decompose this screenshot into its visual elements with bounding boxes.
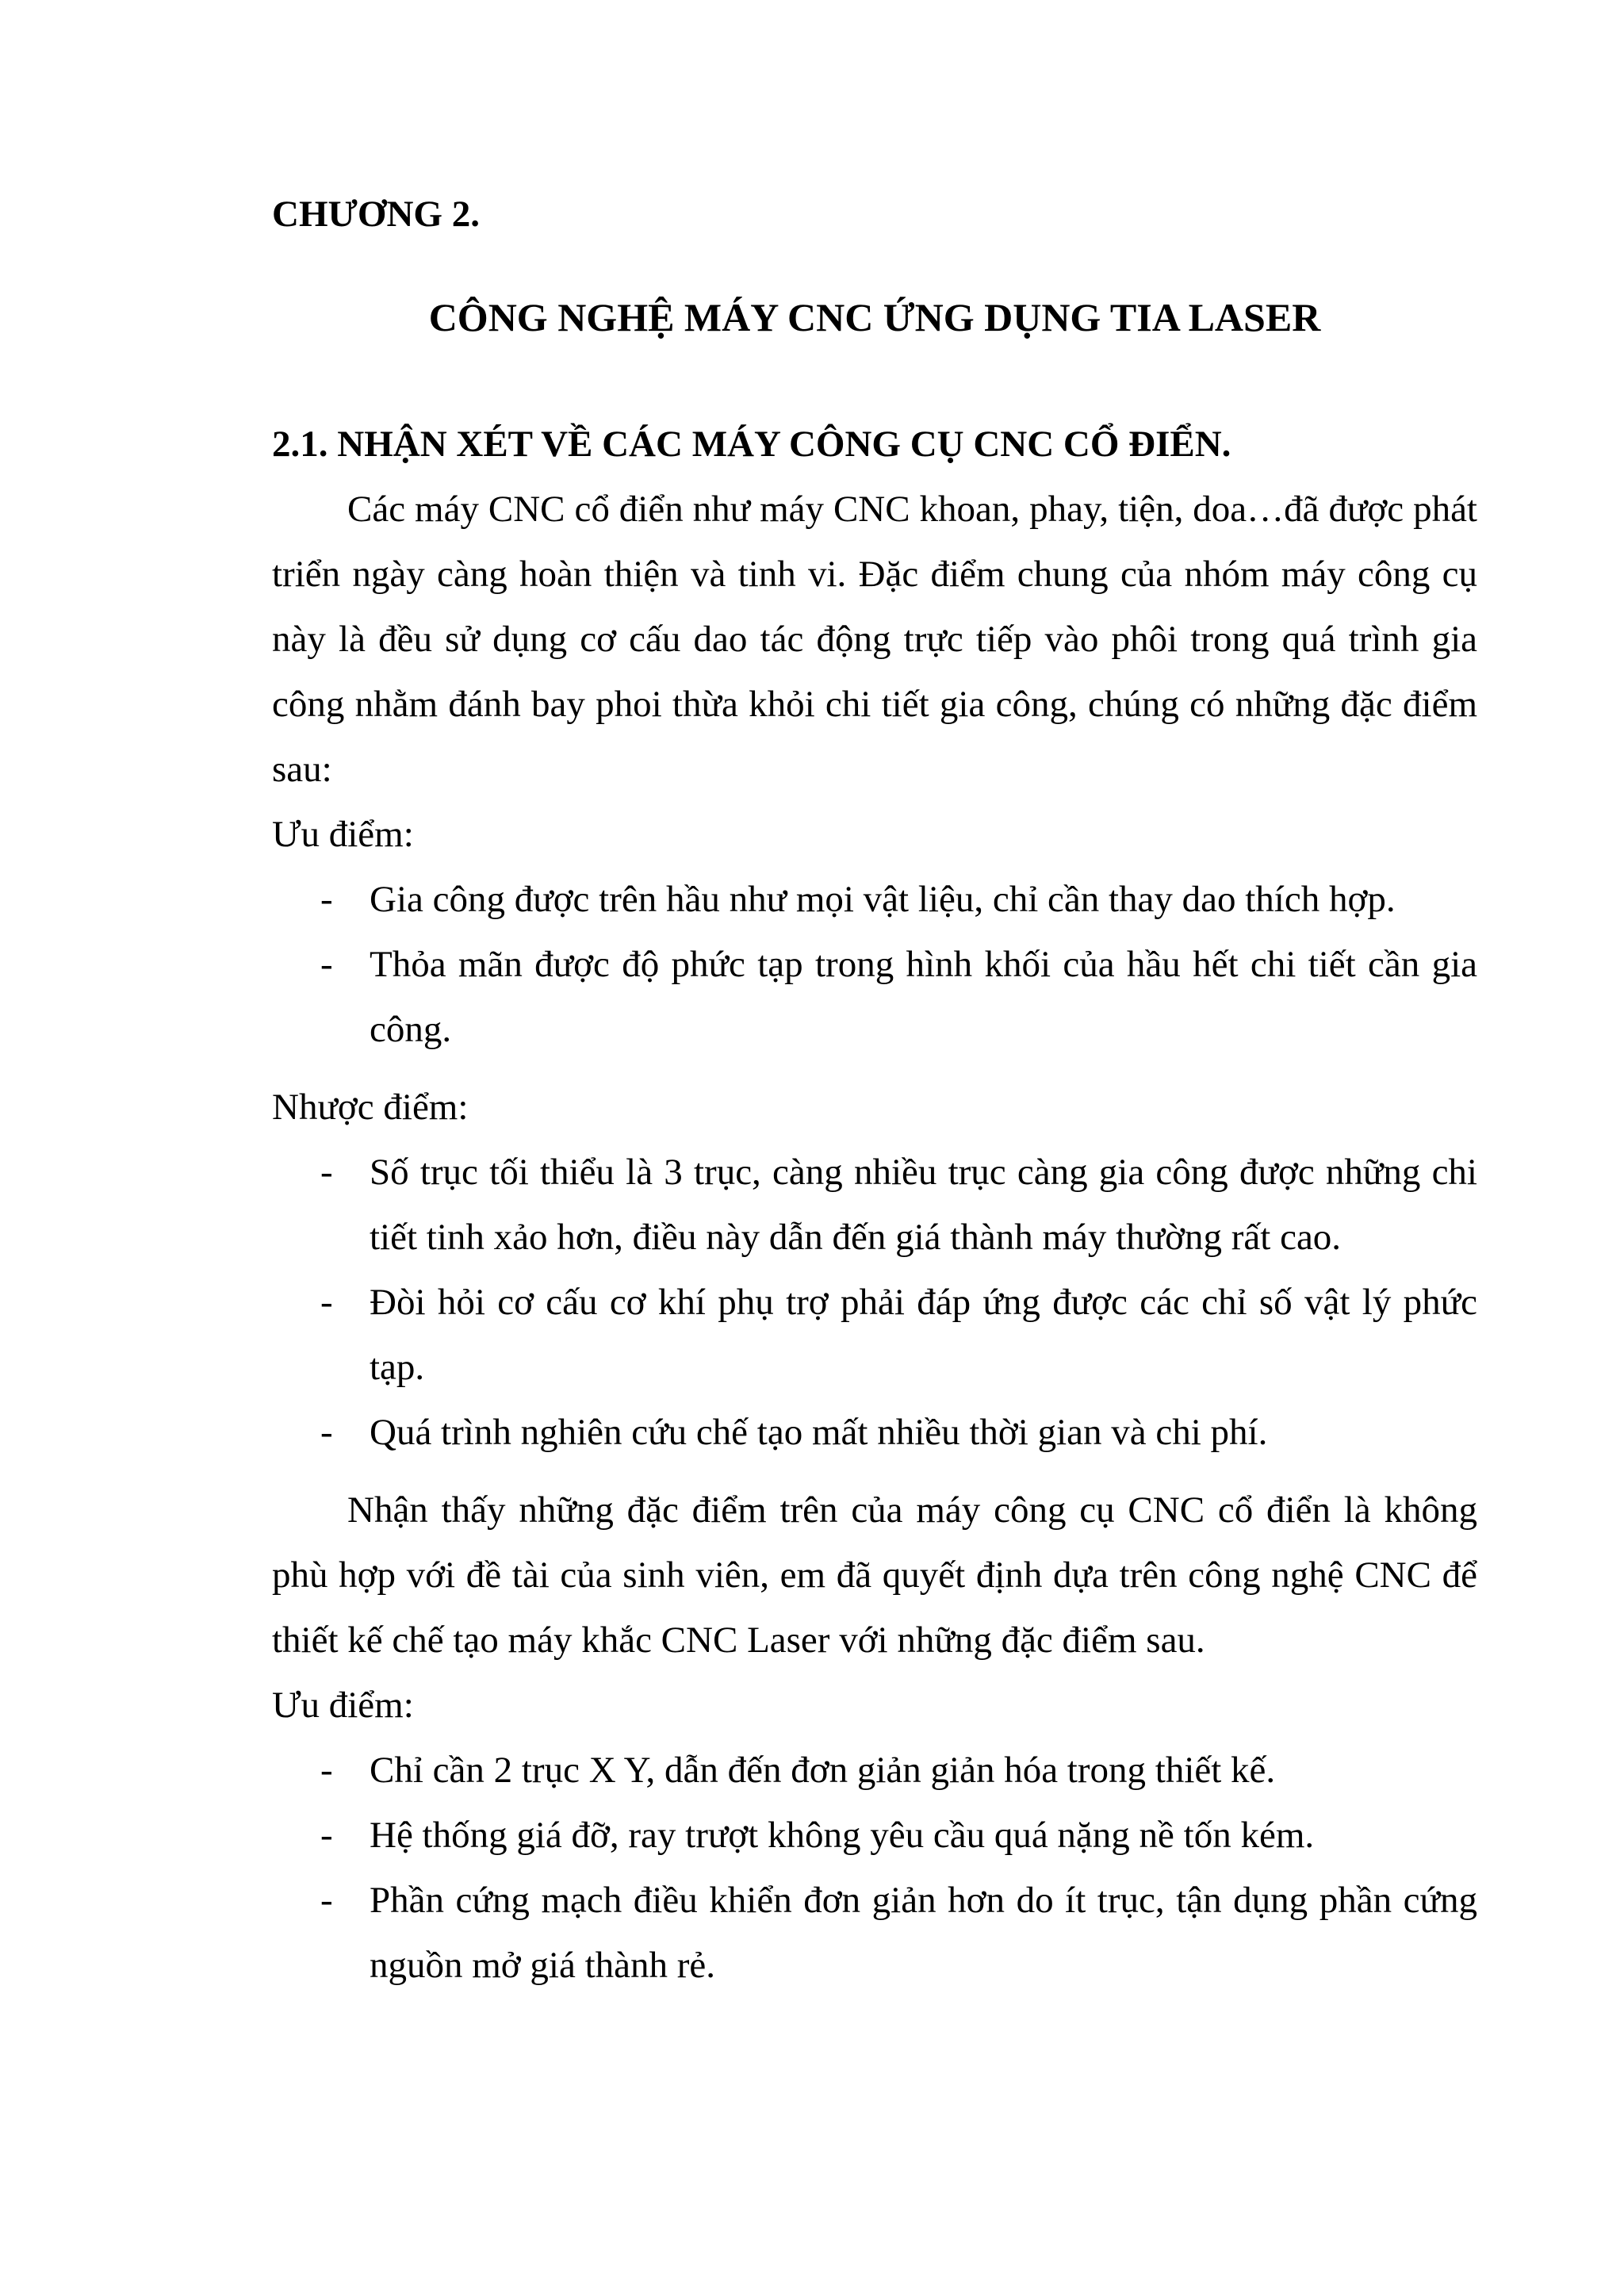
list-item: [272, 1868, 1477, 1998]
bullet-dash: -: [320, 1880, 333, 1921]
bullet-dash: -: [320, 944, 333, 985]
list-item: [272, 1738, 1477, 1803]
classic-advantages-label: Ưu điểm:: [272, 814, 414, 855]
list-item: [272, 867, 1477, 932]
list-item-text: Quá trình nghiên cứu chế tạo mất nhiều thời gian và chi phí.: [370, 1412, 1268, 1453]
list-item: [272, 1803, 1477, 1868]
section-heading: 2.1. NHẬN XÉT VỀ CÁC MÁY CÔNG CỤ CNC CỔ ĐIỂN.: [272, 424, 1231, 465]
classic-advantages-list: [272, 867, 1477, 1062]
bullet-dash: -: [320, 1750, 333, 1791]
bullet-dash: -: [320, 1412, 333, 1453]
list-item: [272, 1400, 1477, 1465]
list-item: [272, 932, 1477, 1062]
bullet-dash: -: [320, 1152, 333, 1193]
bullet-dash: -: [320, 1815, 333, 1856]
list-item-text: Số trục tối thiểu là 3 trục, càng nhiều trục càng gia công được những chi tiết tinh xảo hơn, điều này dẫn đến giá thành máy thường rất cao.: [370, 1152, 1477, 1258]
laser-advantages-list: [272, 1738, 1477, 1998]
bullet-dash: -: [320, 1282, 333, 1323]
bullet-dash: -: [320, 879, 333, 920]
list-item-text: Thỏa mãn được độ phức tạp trong hình khối của hầu hết chi tiết cần gia công.: [370, 944, 1477, 1050]
laser-advantages-label: Ưu điểm:: [272, 1685, 414, 1726]
list-item-text: Chỉ cần 2 trục X Y, dẫn đến đơn giản giản hóa trong thiết kế.: [370, 1750, 1276, 1791]
conclusion-paragraph: Nhận thấy những đặc điểm trên của máy công cụ CNC cổ điển là không phù hợp với đề tài của sinh viên, em đã quyết định dựa trên công nghệ CNC để thiết kế chế tạo máy khắc CNC Laser với những đặc điểm sau.: [272, 1489, 1477, 1661]
list-item-text: Gia công được trên hầu như mọi vật liệu, chỉ cần thay dao thích hợp.: [370, 879, 1396, 920]
page-content: [272, 190, 1477, 1998]
list-item: [272, 1270, 1477, 1400]
list-item-text: Hệ thống giá đỡ, ray trượt không yêu cầu quá nặng nề tốn kém.: [370, 1815, 1315, 1856]
chapter-label: CHƯƠNG 2.: [272, 194, 480, 235]
list-item-text: Đòi hỏi cơ cấu cơ khí phụ trợ phải đáp ứng được các chỉ số vật lý phức tạp.: [370, 1282, 1477, 1388]
intro-paragraph: Các máy CNC cổ điển như máy CNC khoan, phay, tiện, doa…đã được phát triển ngày càng hoàn thiện và tinh vi. Đặc điểm chung của nhóm máy công cụ này là đều sử dụng cơ cấu dao tác động trực tiếp vào phôi trong quá trình gia công nhằm đánh bay phoi thừa khỏi chi tiết gia công, chúng có những đặc điểm sau:: [272, 489, 1477, 790]
classic-disadvantages-label: Nhược điểm:: [272, 1087, 469, 1128]
classic-disadvantages-list: [272, 1140, 1477, 1465]
list-item-text: Phần cứng mạch điều khiển đơn giản hơn do ít trục, tận dụng phần cứng nguồn mở giá thành rẻ.: [370, 1880, 1477, 1986]
chapter-title: CÔNG NGHỆ MÁY CNC ỨNG DỤNG TIA LASER: [428, 295, 1321, 339]
list-item: [272, 1140, 1477, 1270]
